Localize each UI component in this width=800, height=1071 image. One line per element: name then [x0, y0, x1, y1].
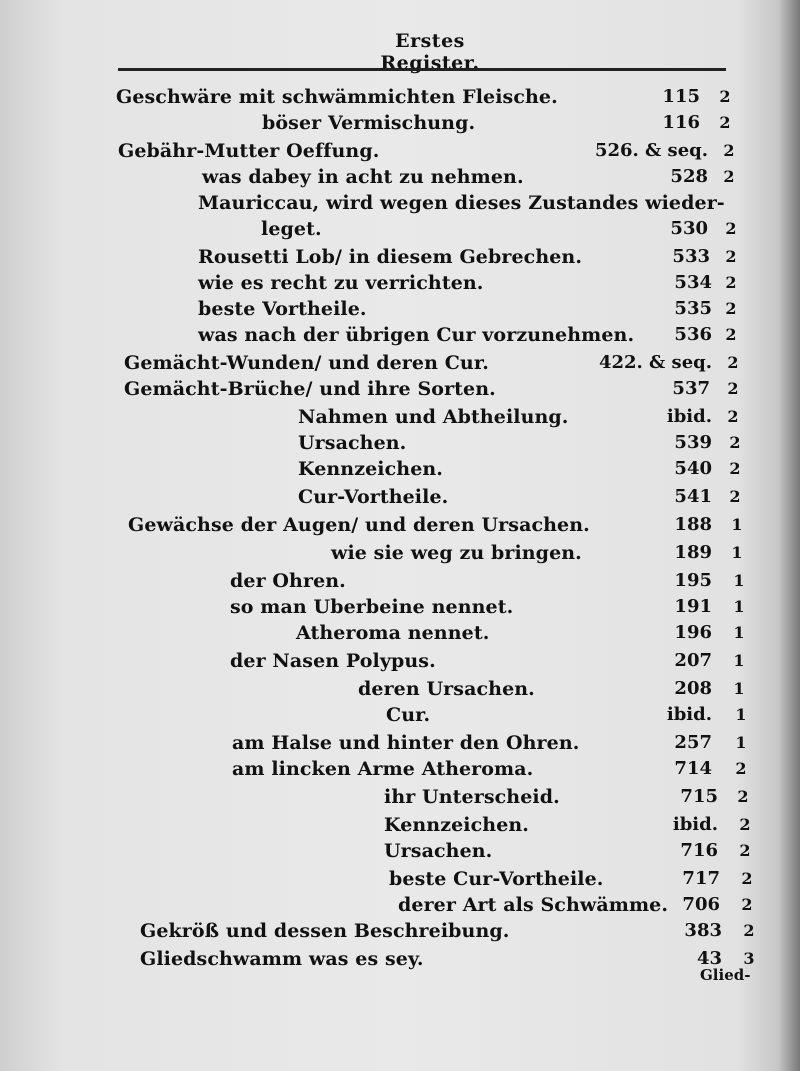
index-entry: [0, 540, 800, 568]
header-rule: [118, 68, 726, 71]
index-entry: [0, 918, 800, 946]
index-entry: [0, 84, 800, 112]
entry-page-number: 717: [682, 868, 720, 889]
entry-text: Gebähr-Mutter Oeffung.: [118, 140, 380, 162]
index-entry: [0, 244, 800, 272]
entry-volume-number: 2: [725, 247, 737, 266]
index-entry: [0, 216, 800, 244]
entry-volume-number: 2: [719, 87, 731, 106]
entry-page-number: 526. & seq.: [594, 140, 708, 161]
entry-text: der Ohren.: [230, 570, 346, 592]
entry-page-number: 539: [674, 432, 712, 453]
entry-page-number: ibid.: [666, 406, 712, 427]
entry-text: Kennzeichen.: [384, 814, 530, 836]
entry-text: am lincken Arme Atheroma.: [232, 758, 534, 780]
entry-volume-number: 2: [737, 787, 749, 806]
entry-text: Cur-Vortheile.: [298, 486, 449, 508]
entry-text: der Nasen Polypus.: [230, 650, 436, 672]
index-entry: [0, 512, 800, 540]
entry-page-number: 383: [684, 920, 722, 941]
index-entry: [0, 756, 800, 784]
entry-page-number: 714: [674, 758, 712, 779]
entry-page-number: 115: [662, 86, 700, 107]
entry-page-number: ibid.: [666, 704, 712, 725]
entry-page-number: 257: [674, 732, 712, 753]
entry-volume-number: 1: [731, 543, 743, 562]
entry-text: Ursachen.: [384, 840, 493, 862]
index-entry: [0, 484, 800, 512]
entry-volume-number: 2: [725, 325, 737, 344]
entry-text: wie sie weg zu bringen.: [331, 542, 582, 564]
entry-text: böser Vermischung.: [262, 112, 476, 134]
index-entry: [0, 866, 800, 894]
entry-page-number: 530: [670, 218, 708, 239]
index-entry: [0, 784, 800, 812]
entry-volume-number: 2: [729, 433, 741, 452]
entry-text: Cur.: [386, 704, 431, 726]
entry-page-number: 715: [680, 786, 718, 807]
entry-text: Gekröß und dessen Beschreibung.: [140, 920, 510, 942]
entry-text: derer Art als Schwämme.: [398, 894, 669, 916]
index-entry: [0, 620, 800, 648]
entry-volume-number: 2: [727, 353, 739, 372]
index-entry: [0, 568, 800, 596]
entry-volume-number: 2: [723, 141, 735, 160]
entry-volume-number: 3: [743, 949, 755, 968]
index-entry: [0, 730, 800, 758]
entry-page-number: 116: [662, 112, 700, 133]
entry-page-number: 535: [674, 298, 712, 319]
entry-page-number: 196: [674, 622, 712, 643]
catchword: Glied-: [700, 966, 751, 984]
entry-volume-number: 1: [733, 623, 745, 642]
entry-volume-number: 2: [725, 299, 737, 318]
index-entry: [0, 812, 800, 840]
entry-page-number: 189: [674, 542, 712, 563]
running-head: Erstes Register.: [380, 30, 480, 74]
entry-text: Gemächt-Wunden/ und deren Cur.: [124, 352, 489, 374]
index-entry: [0, 376, 800, 404]
entry-volume-number: 2: [719, 113, 731, 132]
index-entry: [0, 190, 800, 218]
index-entry: [0, 164, 800, 192]
entry-volume-number: 1: [733, 571, 745, 590]
entry-volume-number: 2: [723, 167, 735, 186]
entry-volume-number: 1: [733, 679, 745, 698]
entry-text: Gemächt-Brüche/ und ihre Sorten.: [124, 378, 496, 400]
entry-volume-number: 2: [725, 219, 737, 238]
entry-text: wie es recht zu verrichten.: [198, 272, 484, 294]
index-entry: [0, 456, 800, 484]
index-entry: [0, 110, 800, 138]
entry-text: am Halse und hinter den Ohren.: [232, 732, 580, 754]
index-entry: [0, 676, 800, 704]
entry-volume-number: 2: [727, 379, 739, 398]
index-entry: [0, 946, 800, 974]
entry-text: Kennzeichen.: [298, 458, 444, 480]
entry-page-number: 207: [674, 650, 712, 671]
entry-volume-number: 2: [725, 273, 737, 292]
entry-text: Nahmen und Abtheilung.: [298, 406, 569, 428]
entry-text: was nach der übrigen Cur vorzunehmen.: [198, 324, 635, 346]
index-entry: [0, 594, 800, 622]
entry-page-number: 541: [674, 486, 712, 507]
index-entry: [0, 892, 800, 920]
index-entry: [0, 838, 800, 866]
entry-volume-number: 2: [739, 815, 751, 834]
entry-text: Gliedschwamm was es sey.: [140, 948, 424, 970]
entry-text: deren Ursachen.: [358, 678, 535, 700]
entry-volume-number: 1: [731, 515, 743, 534]
entry-page-number: 191: [674, 596, 712, 617]
index-entry: [0, 296, 800, 324]
entry-text: was dabey in acht zu nehmen.: [202, 166, 524, 188]
entry-text: Mauriccau, wird wegen dieses Zustandes wieder-: [198, 192, 725, 214]
entry-volume-number: 2: [741, 895, 753, 914]
entry-page-number: 537: [672, 378, 710, 399]
index-entry: [0, 648, 800, 676]
entry-volume-number: 1: [735, 705, 747, 724]
entry-volume-number: 2: [729, 459, 741, 478]
entry-page-number: 208: [674, 678, 712, 699]
entry-page-number: 195: [674, 570, 712, 591]
entry-text: beste Vortheile.: [198, 298, 367, 320]
index-entry: [0, 322, 800, 350]
index-entry: [0, 404, 800, 432]
entry-page-number: 536: [674, 324, 712, 345]
entry-page-number: 188: [674, 514, 712, 535]
index-entry: [0, 702, 800, 730]
index-entry: [0, 430, 800, 458]
entry-text: Gewächse der Augen/ und deren Ursachen.: [128, 514, 590, 536]
entry-text: Rousetti Lob/ in diesem Gebrechen.: [198, 246, 583, 268]
entry-volume-number: 2: [735, 759, 747, 778]
entry-volume-number: 2: [739, 841, 751, 860]
index-entry: [0, 270, 800, 298]
entry-text: beste Cur-Vortheile.: [389, 868, 604, 890]
index-entry: [0, 138, 800, 166]
entry-text: so man Uberbeine nennet.: [230, 596, 514, 618]
entry-page-number: 716: [680, 840, 718, 861]
entry-text: Ursachen.: [298, 432, 407, 454]
entry-text: leget.: [261, 218, 322, 240]
entry-text: ihr Unterscheid.: [384, 786, 560, 808]
entry-page-number: 534: [674, 272, 712, 293]
entry-page-number: 43: [696, 948, 722, 969]
entry-page-number: ibid.: [672, 814, 718, 835]
index-entry: [0, 350, 800, 378]
entry-volume-number: 2: [741, 869, 753, 888]
entry-page-number: 528: [670, 166, 708, 187]
entry-page-number: 540: [674, 458, 712, 479]
entry-page-number: 533: [672, 246, 710, 267]
entry-text: Geschwäre mit schwämmichten Fleische.: [116, 86, 558, 108]
entry-volume-number: 1: [733, 597, 745, 616]
entry-volume-number: 1: [735, 733, 747, 752]
entry-page-number: 422. & seq.: [598, 352, 712, 373]
entry-volume-number: 2: [727, 407, 739, 426]
entry-text: Atheroma nennet.: [296, 622, 490, 644]
entry-volume-number: 2: [743, 921, 755, 940]
entry-volume-number: 1: [733, 651, 745, 670]
entry-page-number: 706: [682, 894, 720, 915]
entry-volume-number: 2: [729, 487, 741, 506]
